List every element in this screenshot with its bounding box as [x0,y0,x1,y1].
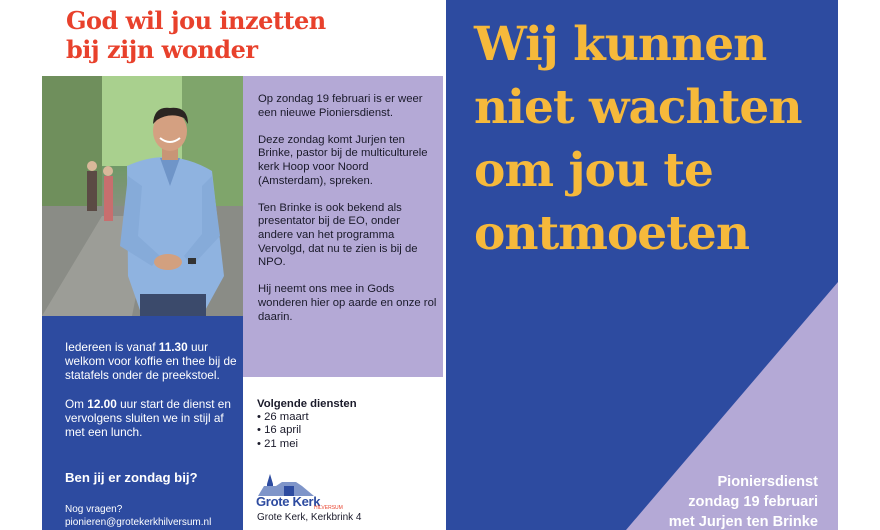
contact [65,504,211,529]
welcome-time-2: 12.00 [87,396,117,411]
services-title: Volgende diensten [257,398,357,410]
welcome-paragraph-2 [65,397,240,440]
welcome-time-1: 11.30 [158,340,188,354]
next-services [257,398,357,451]
headline-line-2: bij zijn wonder [66,35,258,64]
info-column [42,316,243,530]
event-summary [669,472,818,530]
intro-paragraph-1: Op zondag 19 februari is er weer een nieuwe Pioniersdienst. [258,93,423,119]
contact-label: Nog vragen? [65,504,123,515]
event-speaker: met Jurjen ten Brinke [668,514,818,530]
service-date-1: • 26 maart [257,411,309,424]
intro-paragraph-3: Ten Brinke is ook bekend als presentator bij de EO, onder andere van het programma Vervolgd, dat nu te zien is bij de NPO. [258,201,418,269]
headline [66,6,326,64]
intro-text [258,93,438,338]
welcome-text-1a: Iedereen is vanaf [65,340,159,354]
main-title [474,13,802,265]
welcome-paragraph-1 [65,340,240,383]
service-date-3: • 21 mei [257,437,299,450]
question: Ben jij er zondag bij? [65,470,198,485]
event-date: zondag 19 februari [688,494,818,510]
welcome-text [65,340,240,453]
speaker-photo [42,76,243,316]
title-line-2: niet wachten [474,80,802,135]
service-date-2: • 16 april [257,424,302,437]
event-name: Pioniersdienst [717,474,818,490]
headline-line-1: God wil jou inzetten [66,6,326,35]
right-page [446,0,838,530]
title-line-1: Wij kunnen [474,17,767,72]
title-line-4: ontmoeten [474,206,749,261]
church-logo-icon [256,472,316,496]
logo-name: Grote Kerk [256,494,321,509]
welcome-text-2a: Om [65,396,88,411]
welcome-text-1b: uur welkom voor koffie en thee bij de statafels onder de preekstoel. [65,340,237,383]
contact-email[interactable]: pionieren@grotekerkhilversum.nl [65,516,212,528]
left-page [42,0,443,530]
intro-paragraph-4: Hij neemt ons mee in Gods wonderen hier op aarde en onze rol daarin. [258,283,437,323]
address: Grote Kerk, Kerkbrink 4 [257,512,362,523]
welcome-text-2b: uur start de dienst en vervolgens sluiten we in stijl af met een lunch. [65,396,231,440]
intro-paragraph-2: Deze zondag komt Jurjen ten Brinke, pastor bij de multiculturele kerk Hoop voor Noord (Amsterdam), spreken. [258,133,428,187]
poster-spread [42,0,838,530]
title-line-3: om jou te [474,143,713,198]
logo-subtitle: HILVERSUM [314,505,343,511]
intro-column [243,76,443,377]
